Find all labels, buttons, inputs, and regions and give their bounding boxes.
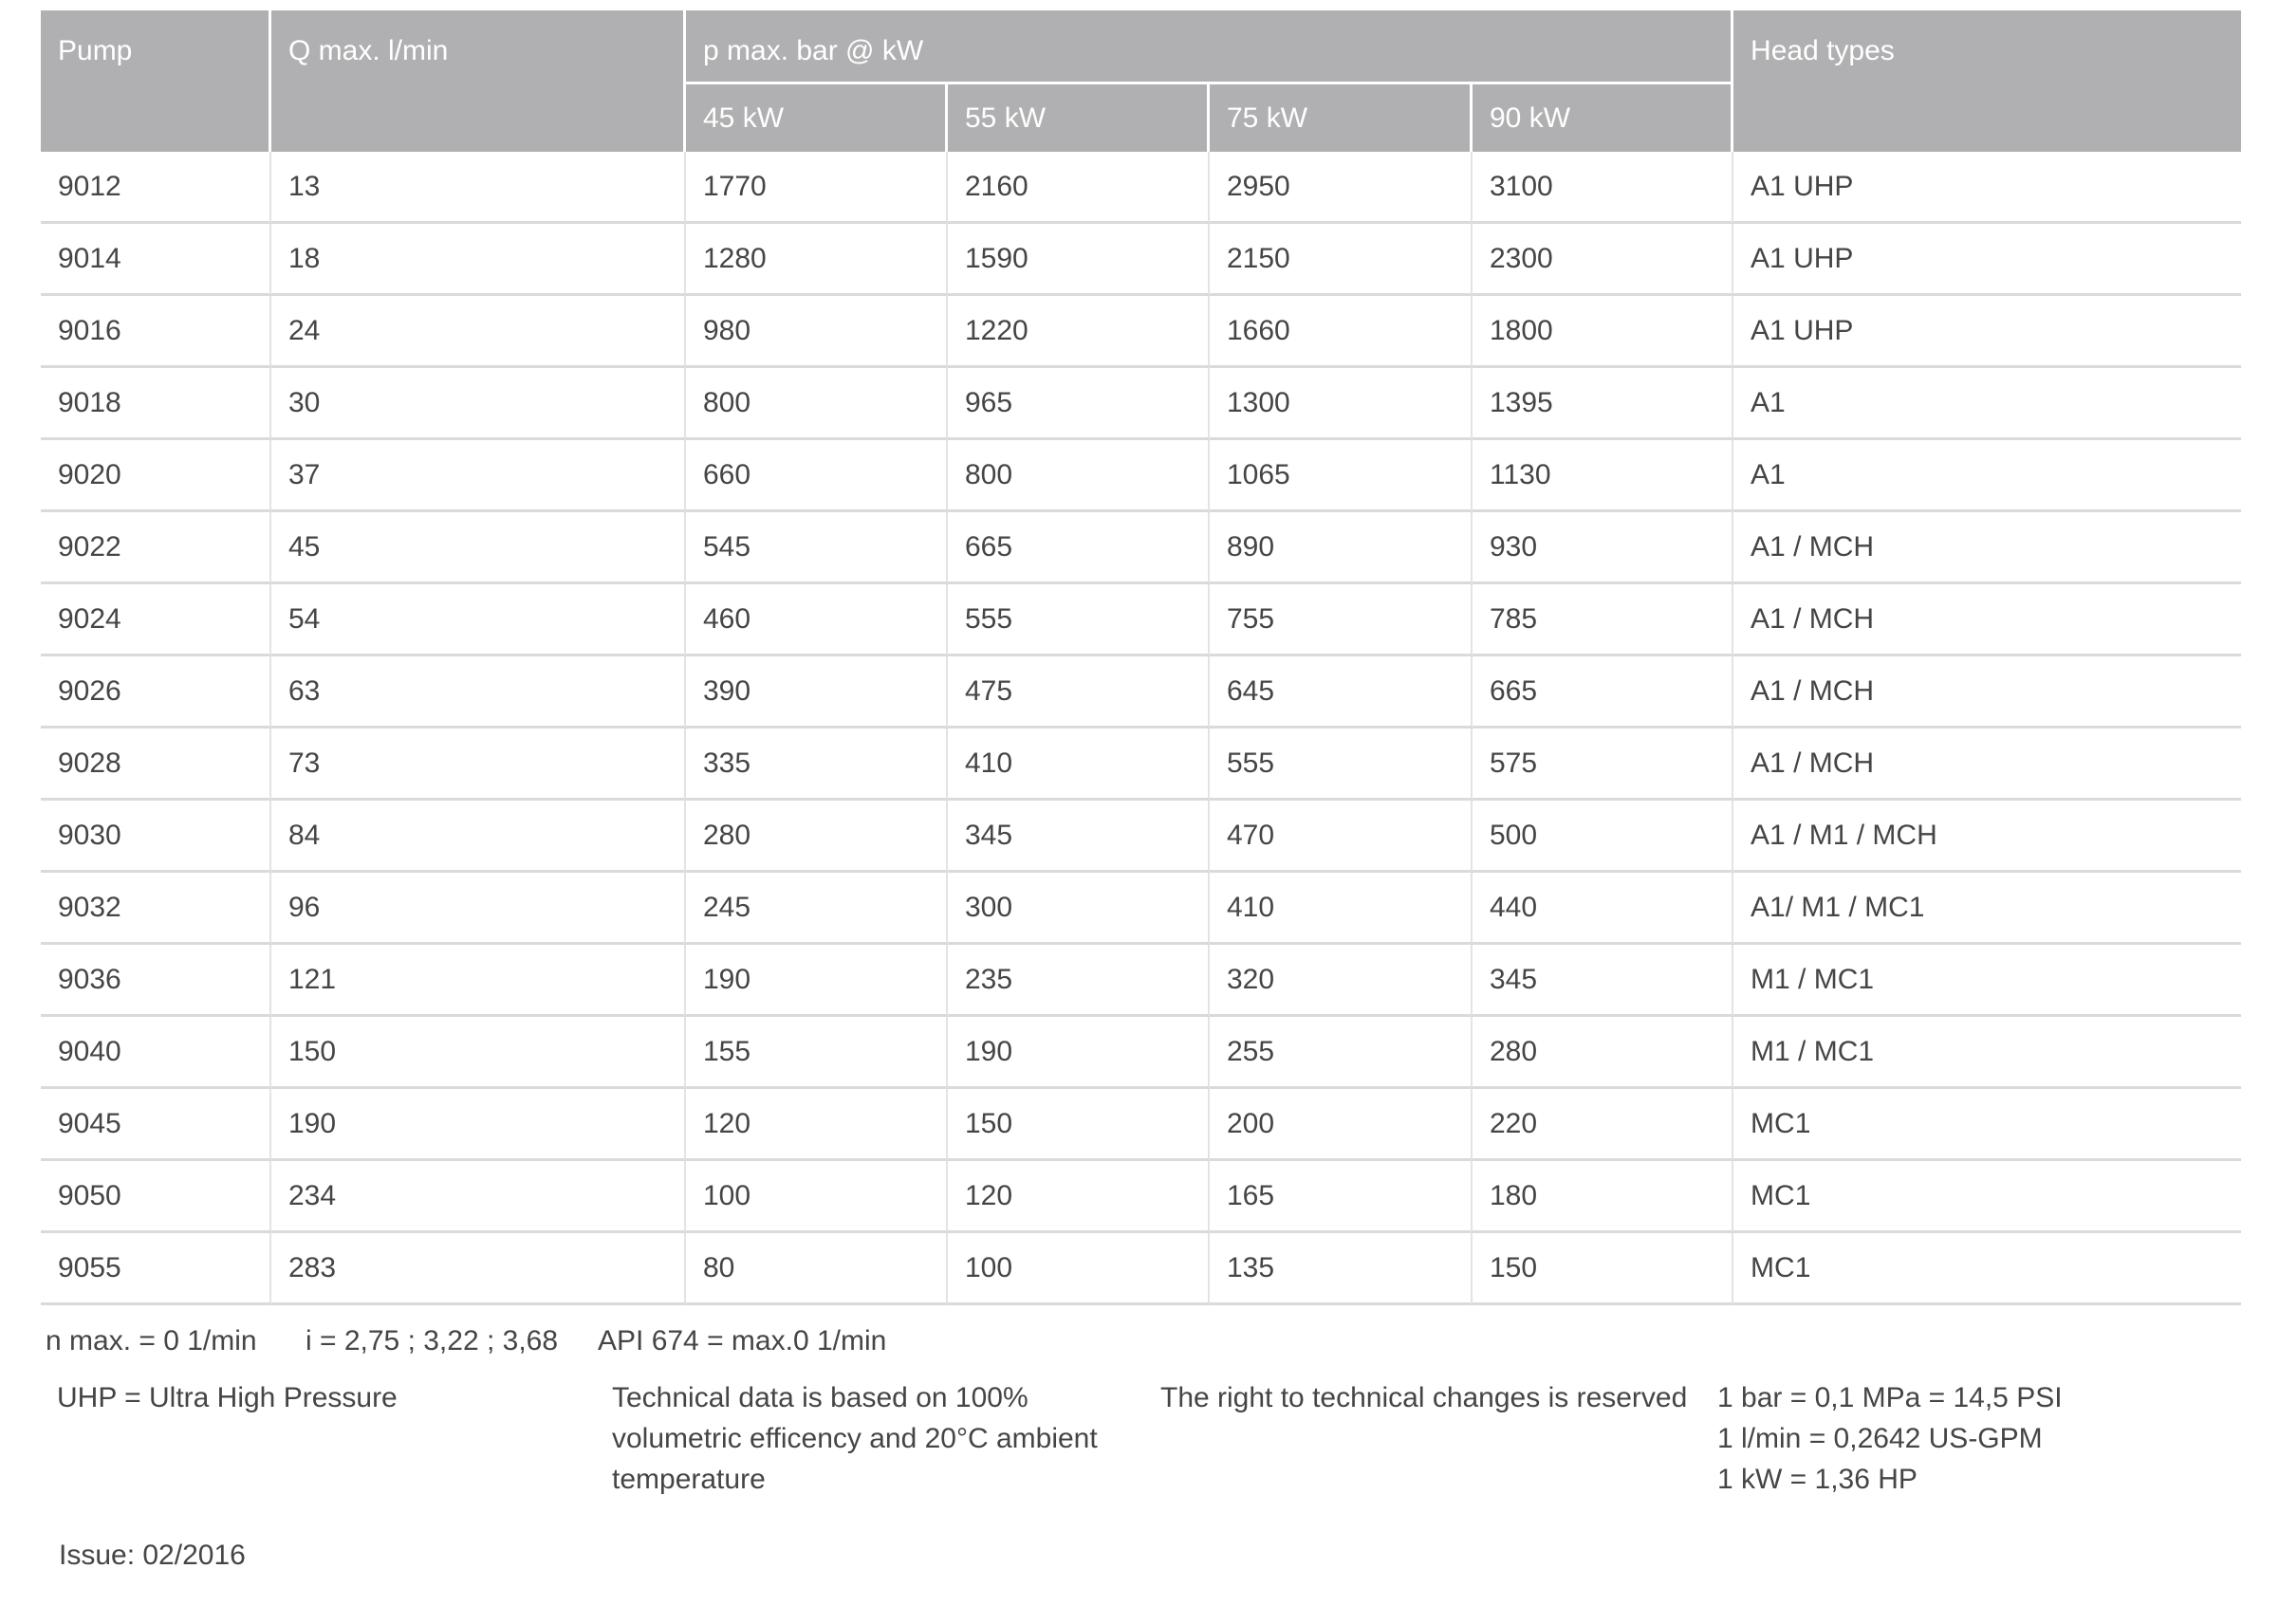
conversion-kw: 1 kW = 1,36 HP [1717, 1464, 1918, 1495]
pmax-75kw-cell: 165 [1210, 1161, 1473, 1233]
pmax-90kw-cell: 1130 [1473, 440, 1733, 512]
footnote-uhp: UHP = Ultra High Pressure [57, 1382, 398, 1413]
table-row [41, 1161, 2241, 1233]
pmax-45kw-cell: 980 [686, 296, 948, 368]
footnote-conversions [1717, 1377, 2063, 1500]
pmax-90kw-cell: 1395 [1473, 368, 1733, 440]
head-types-cell: A1 UHP [1733, 224, 2241, 296]
table-row [41, 152, 2241, 224]
qmax-cell: 121 [271, 945, 686, 1017]
pump-cell: 9028 [41, 729, 271, 801]
pmax-90kw-cell: 280 [1473, 1017, 1733, 1089]
pmax-45kw-cell: 460 [686, 584, 948, 656]
table-row [41, 512, 2241, 584]
qmax-cell: 73 [271, 729, 686, 801]
qmax-cell: 84 [271, 801, 686, 873]
footnote-api: API 674 = max.0 1/min [598, 1325, 887, 1356]
pmax-55kw-cell: 1220 [948, 296, 1210, 368]
pump-cell: 9016 [41, 296, 271, 368]
pmax-45kw-cell: 800 [686, 368, 948, 440]
qmax-cell: 96 [271, 873, 686, 945]
table-body [41, 152, 2241, 1305]
pmax-90kw-cell: 2300 [1473, 224, 1733, 296]
head-types-cell: MC1 [1733, 1161, 2241, 1233]
pump-cell: 9036 [41, 945, 271, 1017]
head-types-cell: MC1 [1733, 1233, 2241, 1305]
pmax-75kw-cell: 200 [1210, 1089, 1473, 1161]
pump-cell: 9024 [41, 584, 271, 656]
table-row [41, 296, 2241, 368]
table-row [41, 224, 2241, 296]
table-row [41, 1233, 2241, 1305]
qmax-cell: 18 [271, 224, 686, 296]
qmax-cell: 190 [271, 1089, 686, 1161]
pmax-55kw-cell: 2160 [948, 152, 1210, 224]
pump-spec-table [41, 10, 2241, 1305]
head-types-cell: A1 / MCH [1733, 656, 2241, 729]
pmax-75kw-cell: 645 [1210, 656, 1473, 729]
pmax-90kw-cell: 345 [1473, 945, 1733, 1017]
column-header-pmax-group: p max. bar @ kW [686, 10, 1733, 84]
column-header-90kw: 90 kW [1473, 84, 1733, 152]
table-row [41, 656, 2241, 729]
pump-cell: 9020 [41, 440, 271, 512]
pmax-90kw-cell: 180 [1473, 1161, 1733, 1233]
table-row [41, 801, 2241, 873]
table-row [41, 873, 2241, 945]
pmax-75kw-cell: 470 [1210, 801, 1473, 873]
qmax-cell: 150 [271, 1017, 686, 1089]
pmax-75kw-cell: 135 [1210, 1233, 1473, 1305]
pmax-75kw-cell: 255 [1210, 1017, 1473, 1089]
pmax-75kw-cell: 1660 [1210, 296, 1473, 368]
qmax-cell: 283 [271, 1233, 686, 1305]
footnote-technical: Technical data is based on 100% volumetric efficency and 20°C ambient temperature [612, 1382, 1098, 1495]
pmax-45kw-cell: 1770 [686, 152, 948, 224]
pump-cell: 9018 [41, 368, 271, 440]
qmax-cell: 63 [271, 656, 686, 729]
pmax-45kw-cell: 155 [686, 1017, 948, 1089]
qmax-cell: 54 [271, 584, 686, 656]
conversion-bar: 1 bar = 0,1 MPa = 14,5 PSI [1717, 1382, 2063, 1413]
pmax-90kw-cell: 220 [1473, 1089, 1733, 1161]
pmax-45kw-cell: 335 [686, 729, 948, 801]
head-types-cell: A1/ M1 / MC1 [1733, 873, 2241, 945]
pmax-45kw-cell: 245 [686, 873, 948, 945]
pmax-45kw-cell: 390 [686, 656, 948, 729]
pump-cell: 9012 [41, 152, 271, 224]
pump-cell: 9055 [41, 1233, 271, 1305]
pmax-45kw-cell: 120 [686, 1089, 948, 1161]
pmax-45kw-cell: 545 [686, 512, 948, 584]
pump-cell: 9050 [41, 1161, 271, 1233]
head-types-cell: A1 [1733, 440, 2241, 512]
head-types-cell: A1 UHP [1733, 296, 2241, 368]
table-row [41, 945, 2241, 1017]
table-row [41, 368, 2241, 440]
pmax-55kw-cell: 410 [948, 729, 1210, 801]
pmax-90kw-cell: 150 [1473, 1233, 1733, 1305]
pmax-90kw-cell: 785 [1473, 584, 1733, 656]
pump-cell: 9030 [41, 801, 271, 873]
qmax-cell: 13 [271, 152, 686, 224]
head-types-cell: A1 / MCH [1733, 512, 2241, 584]
qmax-cell: 30 [271, 368, 686, 440]
table-row [41, 1017, 2241, 1089]
conversion-lmin: 1 l/min = 0,2642 US-GPM [1717, 1423, 2043, 1454]
footnote-line [46, 1320, 886, 1361]
head-types-cell: A1 / MCH [1733, 729, 2241, 801]
pmax-90kw-cell: 930 [1473, 512, 1733, 584]
pmax-55kw-cell: 345 [948, 801, 1210, 873]
head-types-cell: M1 / MC1 [1733, 1017, 2241, 1089]
column-header-head-types: Head types [1733, 10, 2241, 152]
pmax-55kw-cell: 300 [948, 873, 1210, 945]
qmax-cell: 37 [271, 440, 686, 512]
head-types-cell: M1 / MC1 [1733, 945, 2241, 1017]
pmax-55kw-cell: 150 [948, 1089, 1210, 1161]
footnote-ratio: i = 2,75 ; 3,22 ; 3,68 [306, 1325, 559, 1356]
pmax-90kw-cell: 440 [1473, 873, 1733, 945]
head-types-cell: MC1 [1733, 1089, 2241, 1161]
pmax-55kw-cell: 1590 [948, 224, 1210, 296]
pump-cell: 9022 [41, 512, 271, 584]
column-header-75kw: 75 kW [1210, 84, 1473, 152]
pmax-55kw-cell: 475 [948, 656, 1210, 729]
pmax-45kw-cell: 660 [686, 440, 948, 512]
pmax-75kw-cell: 890 [1210, 512, 1473, 584]
table-header [41, 10, 2241, 152]
pmax-75kw-cell: 2150 [1210, 224, 1473, 296]
pmax-45kw-cell: 80 [686, 1233, 948, 1305]
table-row [41, 440, 2241, 512]
head-types-cell: A1 / MCH [1733, 584, 2241, 656]
pmax-45kw-cell: 280 [686, 801, 948, 873]
pmax-45kw-cell: 1280 [686, 224, 948, 296]
pmax-55kw-cell: 555 [948, 584, 1210, 656]
footnote-nmax: n max. = 0 1/min [46, 1325, 257, 1356]
pump-cell: 9045 [41, 1089, 271, 1161]
pmax-75kw-cell: 755 [1210, 584, 1473, 656]
pump-cell: 9026 [41, 656, 271, 729]
footnote-rights: The right to technical changes is reserved [1160, 1382, 1688, 1413]
column-header-pump: Pump [41, 10, 271, 152]
head-types-cell: A1 [1733, 368, 2241, 440]
pump-cell: 9014 [41, 224, 271, 296]
pmax-90kw-cell: 665 [1473, 656, 1733, 729]
column-header-55kw: 55 kW [948, 84, 1210, 152]
qmax-cell: 45 [271, 512, 686, 584]
pmax-75kw-cell: 2950 [1210, 152, 1473, 224]
head-types-cell: A1 UHP [1733, 152, 2241, 224]
head-types-cell: A1 / M1 / MCH [1733, 801, 2241, 873]
pmax-90kw-cell: 500 [1473, 801, 1733, 873]
pmax-75kw-cell: 320 [1210, 945, 1473, 1017]
table-row [41, 1089, 2241, 1161]
pmax-90kw-cell: 3100 [1473, 152, 1733, 224]
pump-cell: 9032 [41, 873, 271, 945]
table-row [41, 584, 2241, 656]
pmax-45kw-cell: 100 [686, 1161, 948, 1233]
column-header-45kw: 45 kW [686, 84, 948, 152]
pmax-55kw-cell: 100 [948, 1233, 1210, 1305]
pmax-55kw-cell: 965 [948, 368, 1210, 440]
pump-cell: 9040 [41, 1017, 271, 1089]
pmax-55kw-cell: 190 [948, 1017, 1210, 1089]
column-header-qmax: Q max. l/min [271, 10, 686, 152]
qmax-cell: 234 [271, 1161, 686, 1233]
pmax-55kw-cell: 235 [948, 945, 1210, 1017]
pmax-75kw-cell: 555 [1210, 729, 1473, 801]
pmax-45kw-cell: 190 [686, 945, 948, 1017]
pmax-55kw-cell: 800 [948, 440, 1210, 512]
pmax-75kw-cell: 410 [1210, 873, 1473, 945]
pmax-75kw-cell: 1300 [1210, 368, 1473, 440]
pmax-90kw-cell: 575 [1473, 729, 1733, 801]
pmax-55kw-cell: 120 [948, 1161, 1210, 1233]
pmax-90kw-cell: 1800 [1473, 296, 1733, 368]
table-row [41, 729, 2241, 801]
issue-label: Issue: 02/2016 [59, 1540, 246, 1571]
pmax-55kw-cell: 665 [948, 512, 1210, 584]
qmax-cell: 24 [271, 296, 686, 368]
pmax-75kw-cell: 1065 [1210, 440, 1473, 512]
